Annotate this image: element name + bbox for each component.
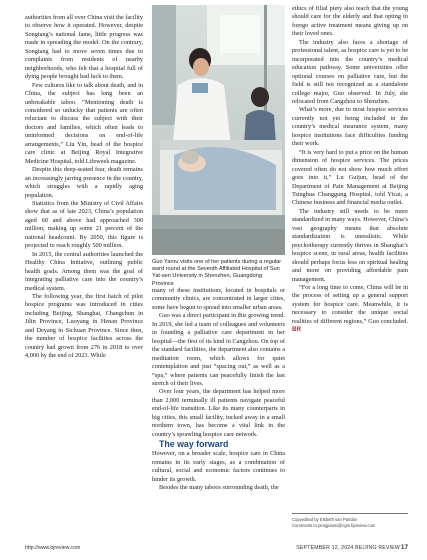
paragraph: However, on a broader scale, hospice care in China remains in its early stages, as a combination of cultural, social and economic factors continues to hinder its growth.: [152, 450, 285, 483]
article-credit: [292, 513, 408, 528]
paragraph: “It is very hard to put a price on the human dimension of hospice services. The prices covered often do not show how much effort goes into it,” Lu Guijun, head of the Department of Pain Management at Beijing Tsinghua Changgung Hospital, told Yicai, a Chinese business and financial media outlet.: [292, 148, 408, 207]
paragraph: The following year, the first batch of pilot hospice programs was introduced in cities including Beijing, Shanghai, Changchun in Jilin Province, Luoyang in Henan Province and Deyang in Sichuan Province. Since then, the number of hospice facilities across the country had grown from 276 in 2018 to over 4,000 by the end of 2023. While: [25, 292, 143, 360]
paragraph: In 2015, the central authorities launched the Healthy China Initiative, outlining public health goals. Among them was the goal of integrating palliative care into the country’s medical system.: [25, 250, 143, 292]
paragraph: Guo was a direct participant in this growing trend. In 2019, she led a team of colleagues and volunteers in founding a palliative care department in her hospital—the first of its kind in Cangzhou. On top of the standard facilities, the department also contains a meditation room, which allows for quiet contemplation and just “spacing out,” as well as a “spa,” where patients can peacefully finish the last stretch of their lives.: [152, 312, 285, 387]
copyeditor-line: Copyedited by Elsbeth van Paridon: [292, 517, 358, 522]
page-footer: [25, 545, 408, 553]
middle-column: [152, 287, 285, 492]
paragraph: Few cultures like to talk about death, and in China, the subject has long been an unbreakable taboo. “Mentioning death is considered so unlucky that patients are often reluctant to discuss the subject with their doctors and families, which often leads to uninformed decisions on end-of-life arrangements,” Liu Yin, head of the hospice care clinic at Beijing Royal Integrative Medicine Hospital, told Lifeweek magazine.: [25, 81, 143, 165]
paragraph: What’s more, due to most hospice services currently not yet being included in the country’s medical insurance system, many hospice institutions face difficulties funding their work.: [292, 106, 408, 148]
page-number: 17: [400, 544, 408, 551]
paragraph: Statistics from the Ministry of Civil Affairs show that as of late 2023, China’s population aged 60 and above had approached 300 million, making up some 21 percent of the national headcount. By 2050, this figure is projected to reach roughly 500 million.: [25, 199, 143, 250]
footer-issue: SEPTEMBER 12, 2024 BEIJING REVIEW: [296, 545, 400, 551]
paragraph: Despite this deep-seated fear, death remains an increasingly jarring presence in the country, which struggles with a rapidly aging population.: [25, 166, 143, 199]
paragraph: Besides the many taboos surrounding death, the: [159, 483, 279, 491]
photo-caption: Guo Yanru visits one of her patients during a regular ward round at the Seventh Affiliated Hospital of Sun Yat-sen University in Shenzhen, Guangdong Province: [152, 259, 282, 287]
left-column: [25, 14, 143, 361]
comments-line: Comments to pengjiawei@cgtn.bjreview.com: [292, 522, 376, 528]
end-mark: BR: [292, 326, 302, 334]
paragraph: many of these institutions, located in hospitals or community clinics, are concentrated in larger cities, some have begun to spread into smaller urban areas.: [152, 287, 285, 311]
hospital-ward-photo: [152, 5, 285, 255]
closing-paragraph: [292, 284, 408, 335]
section-heading: The way forward: [159, 439, 229, 450]
paragraph-text: “For a long time to come, China will be in the process of setting up a general support system for hospice care. Meanwhile, it is necessary to consider the unique social realities of different regions,” Guo concluded.: [292, 283, 408, 325]
paragraph: ethics of filial piety also teach that the young should care for the elderly and that opting to forego active treatment means giving up on their loved ones.: [292, 5, 408, 38]
footer-url: http://www.bjreview.com: [25, 545, 81, 551]
paragraph: The industry still needs to be more standardized in many ways. However, China’s vast geography means that absolute standardization is unrealistic. While psychotherapy currently thrives in Shanghai’s hospice scene, in rural areas, health facilities should perhaps focus less on spiritual healing and more on providing affordable pain management.: [292, 207, 408, 283]
paragraph: authorities from all over China visit the facility to observe how it operated. However, despite Songtang’s national fame, little progress was made in spreading the model. On the contrary, Songtang had to move seven times due to complaints from residents of nearby neighborhoods, who felt that a hospital full of dying people brought bad luck to them.: [25, 14, 143, 81]
right-column: [292, 5, 408, 335]
photo-illustration: [152, 5, 285, 255]
paragraph: The industry also faces a shortage of professional talent, as hospice care is yet to be incorporated into the country’s medical education pathway. Some universities offer optional courses on palliative care, but the field is still not recognized as a standalone college major, Guo observed. In July, she relocated from Cangzhou to Shenzhen.: [292, 38, 408, 105]
paragraph: Over four years, the department has helped more than 2,000 terminally ill patients navigate peaceful end-of-life transition. Like its many counterparts in big cities, this small facility, tucked away in a small northern town, has become a vital link in the country’s sprawling hospice care network.: [152, 388, 285, 438]
